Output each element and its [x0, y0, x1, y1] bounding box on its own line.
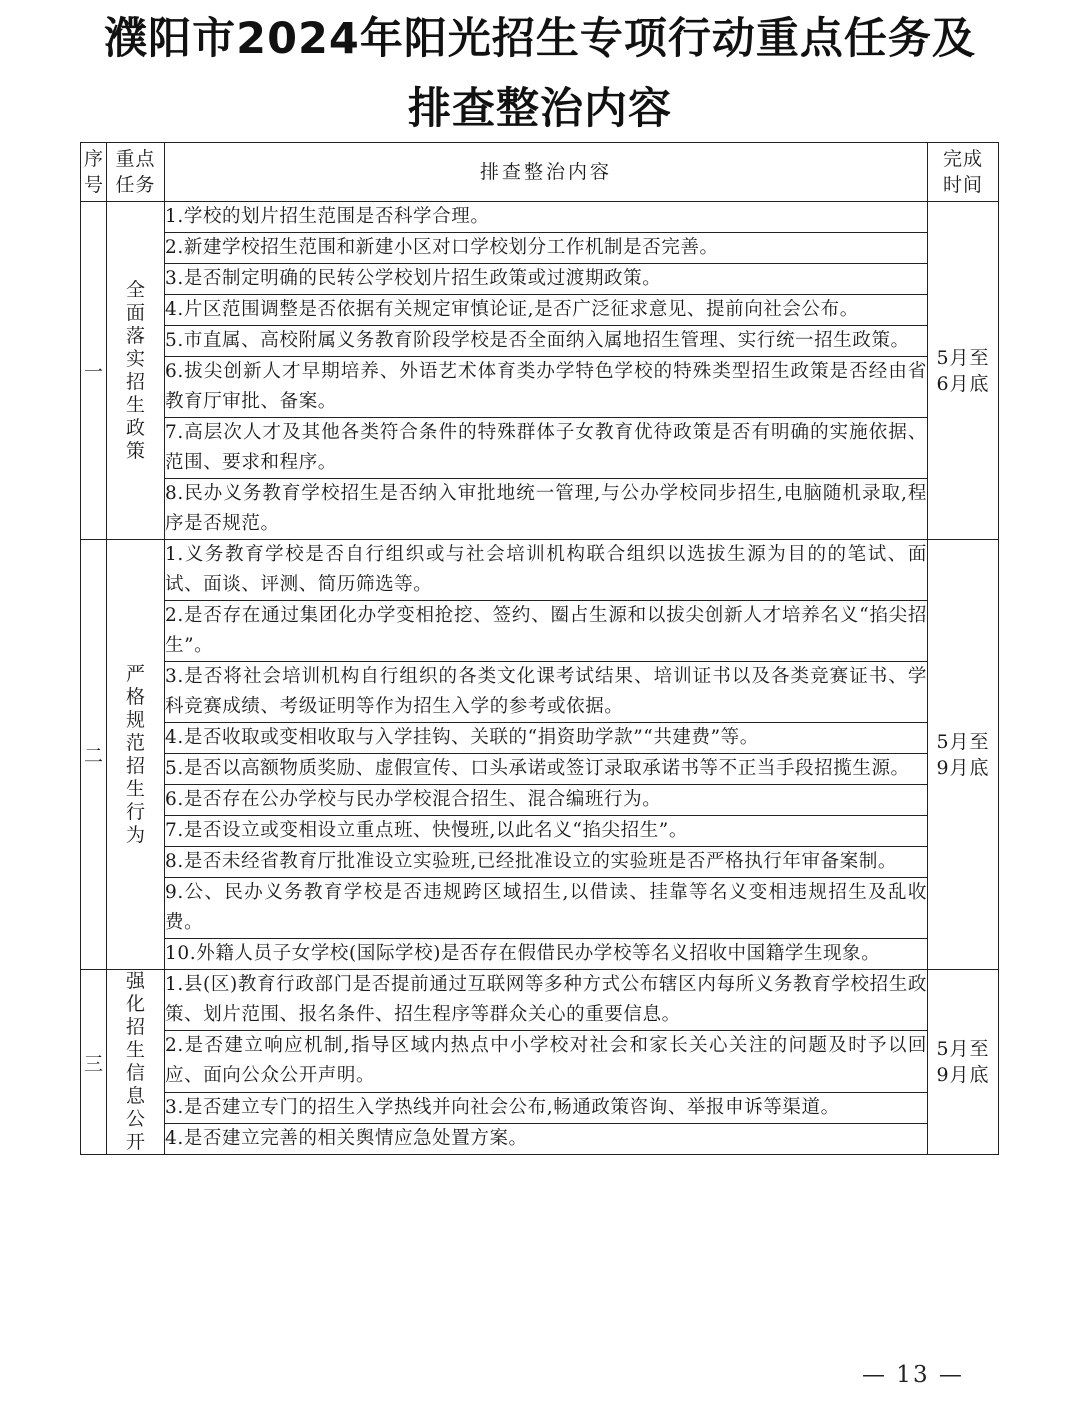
table-header-row [81, 143, 999, 202]
table-row [81, 202, 999, 233]
inspection-item: 6.是否存在公办学校与民办学校混合招生、混合编班行为。 [165, 785, 928, 816]
table-row [81, 970, 999, 1031]
group-task [107, 540, 165, 970]
table-row [81, 939, 999, 970]
table-row [81, 878, 999, 939]
inspection-item: 3.是否建立专门的招生入学热线并向社会公布,畅通政策咨询、举报申诉等渠道。 [165, 1092, 928, 1123]
document-title-line-2: 排查整治内容 [408, 84, 672, 134]
completion-time [928, 202, 999, 540]
group-number: 二 [81, 540, 107, 970]
group-task [107, 970, 165, 1155]
header-time: 完成时间 [928, 143, 999, 202]
table-row [81, 479, 999, 540]
inspection-item: 1.县(区)教育行政部门是否提前通过互联网等多种方式公布辖区内每所义务教育学校招生政策、划片范围、报名条件、招生程序等群众关心的重要信息。 [165, 970, 928, 1031]
inspection-item: 2.是否存在通过集团化办学变相抢挖、签约、圈占生源和以拔尖创新人才培养名义“掐尖招生”。 [165, 601, 928, 662]
table-row [81, 601, 999, 662]
group-task [107, 202, 165, 540]
inspection-item: 1.义务教育学校是否自行组织或与社会培训机构联合组织以选拔生源为目的的笔试、面试、面谈、评测、简历筛选等。 [165, 540, 928, 601]
inspection-item: 10.外籍人员子女学校(国际学校)是否存在假借民办学校等名义招收中国籍学生现象。 [165, 939, 928, 970]
inspection-item: 8.是否未经省教育厅批准设立实验班,已经批准设立的实验班是否严格执行年审备案制。 [165, 847, 928, 878]
completion-time [928, 970, 999, 1155]
table-row [81, 662, 999, 723]
inspection-item: 8.民办义务教育学校招生是否纳入审批地统一管理,与公办学校同步招生,电脑随机录取,程序是否规范。 [165, 479, 928, 540]
table-row [81, 1123, 999, 1154]
completion-time [928, 540, 999, 970]
document-title-line-1: 濮阳市2024年阳光招生专项行动重点任务及 [104, 14, 976, 64]
table-row [81, 357, 999, 418]
inspection-item: 2.新建学校招生范围和新建小区对口学校划分工作机制是否完善。 [165, 233, 928, 264]
group-task-label: 强化招生信息公开 [125, 970, 145, 1153]
inspection-item: 7.高层次人才及其他各类符合条件的特殊群体子女教育优待政策是否有明确的实施依据、范围、要求和程序。 [165, 418, 928, 479]
table-row [81, 1031, 999, 1092]
table-row [81, 847, 999, 878]
inspection-item: 4.片区范围调整是否依据有关规定审慎论证,是否广泛征求意见、提前向社会公布。 [165, 295, 928, 326]
page-number: — 13 — [862, 1362, 964, 1388]
inspection-item: 5.是否以高额物质奖励、虚假宣传、口头承诺或签订录取承诺书等不正当手段招揽生源。 [165, 754, 928, 785]
inspection-item: 4.是否建立完善的相关舆情应急处置方案。 [165, 1123, 928, 1154]
table-row [81, 326, 999, 357]
table-row [81, 723, 999, 754]
inspection-item: 2.是否建立响应机制,指导区域内热点中小学校对社会和家长关心关注的问题及时予以回应、面向公众公开声明。 [165, 1031, 928, 1092]
inspection-item: 3.是否将社会培训机构自行组织的各类文化课考试结果、培训证书以及各类竞赛证书、学科竞赛成绩、考级证明等作为招生入学的参考或依据。 [165, 662, 928, 723]
inspection-item: 1.学校的划片招生范围是否科学合理。 [165, 202, 928, 233]
table-row [81, 785, 999, 816]
inspection-item: 4.是否收取或变相收取与入学挂钩、关联的“捐资助学款”“共建费”等。 [165, 723, 928, 754]
group-task-label: 全面落实招生政策 [125, 278, 145, 462]
completion-time-label: 5月至6月底 [936, 346, 990, 395]
table-row [81, 233, 999, 264]
table-row [81, 295, 999, 326]
completion-time-label: 5月至9月底 [936, 730, 990, 779]
header-content: 排查整治内容 [165, 143, 928, 202]
table-row [81, 264, 999, 295]
table-row [81, 540, 999, 601]
header-seq: 序号 [81, 143, 107, 202]
inspection-item: 6.拔尖创新人才早期培养、外语艺术体育类办学特色学校的特殊类型招生政策是否经由省教育厅审批、备案。 [165, 357, 928, 418]
table-row [81, 1092, 999, 1123]
task-table [80, 142, 999, 1155]
table-row [81, 418, 999, 479]
table-body [81, 202, 999, 1155]
inspection-item: 3.是否制定明确的民转公学校划片招生政策或过渡期政策。 [165, 264, 928, 295]
inspection-item: 5.市直属、高校附属义务教育阶段学校是否全面纳入属地招生管理、实行统一招生政策。 [165, 326, 928, 357]
table-row [81, 754, 999, 785]
header-task: 重点任务 [107, 143, 165, 202]
table-row [81, 816, 999, 847]
completion-time-label: 5月至9月底 [936, 1038, 990, 1086]
group-task-label: 严格规范招生行为 [125, 662, 145, 846]
group-number: 三 [81, 970, 107, 1155]
inspection-item: 9.公、民办义务教育学校是否违规跨区域招生,以借读、挂靠等名义变相违规招生及乱收费。 [165, 878, 928, 939]
group-number: 一 [81, 202, 107, 540]
inspection-item: 7.是否设立或变相设立重点班、快慢班,以此名义“掐尖招生”。 [165, 816, 928, 847]
